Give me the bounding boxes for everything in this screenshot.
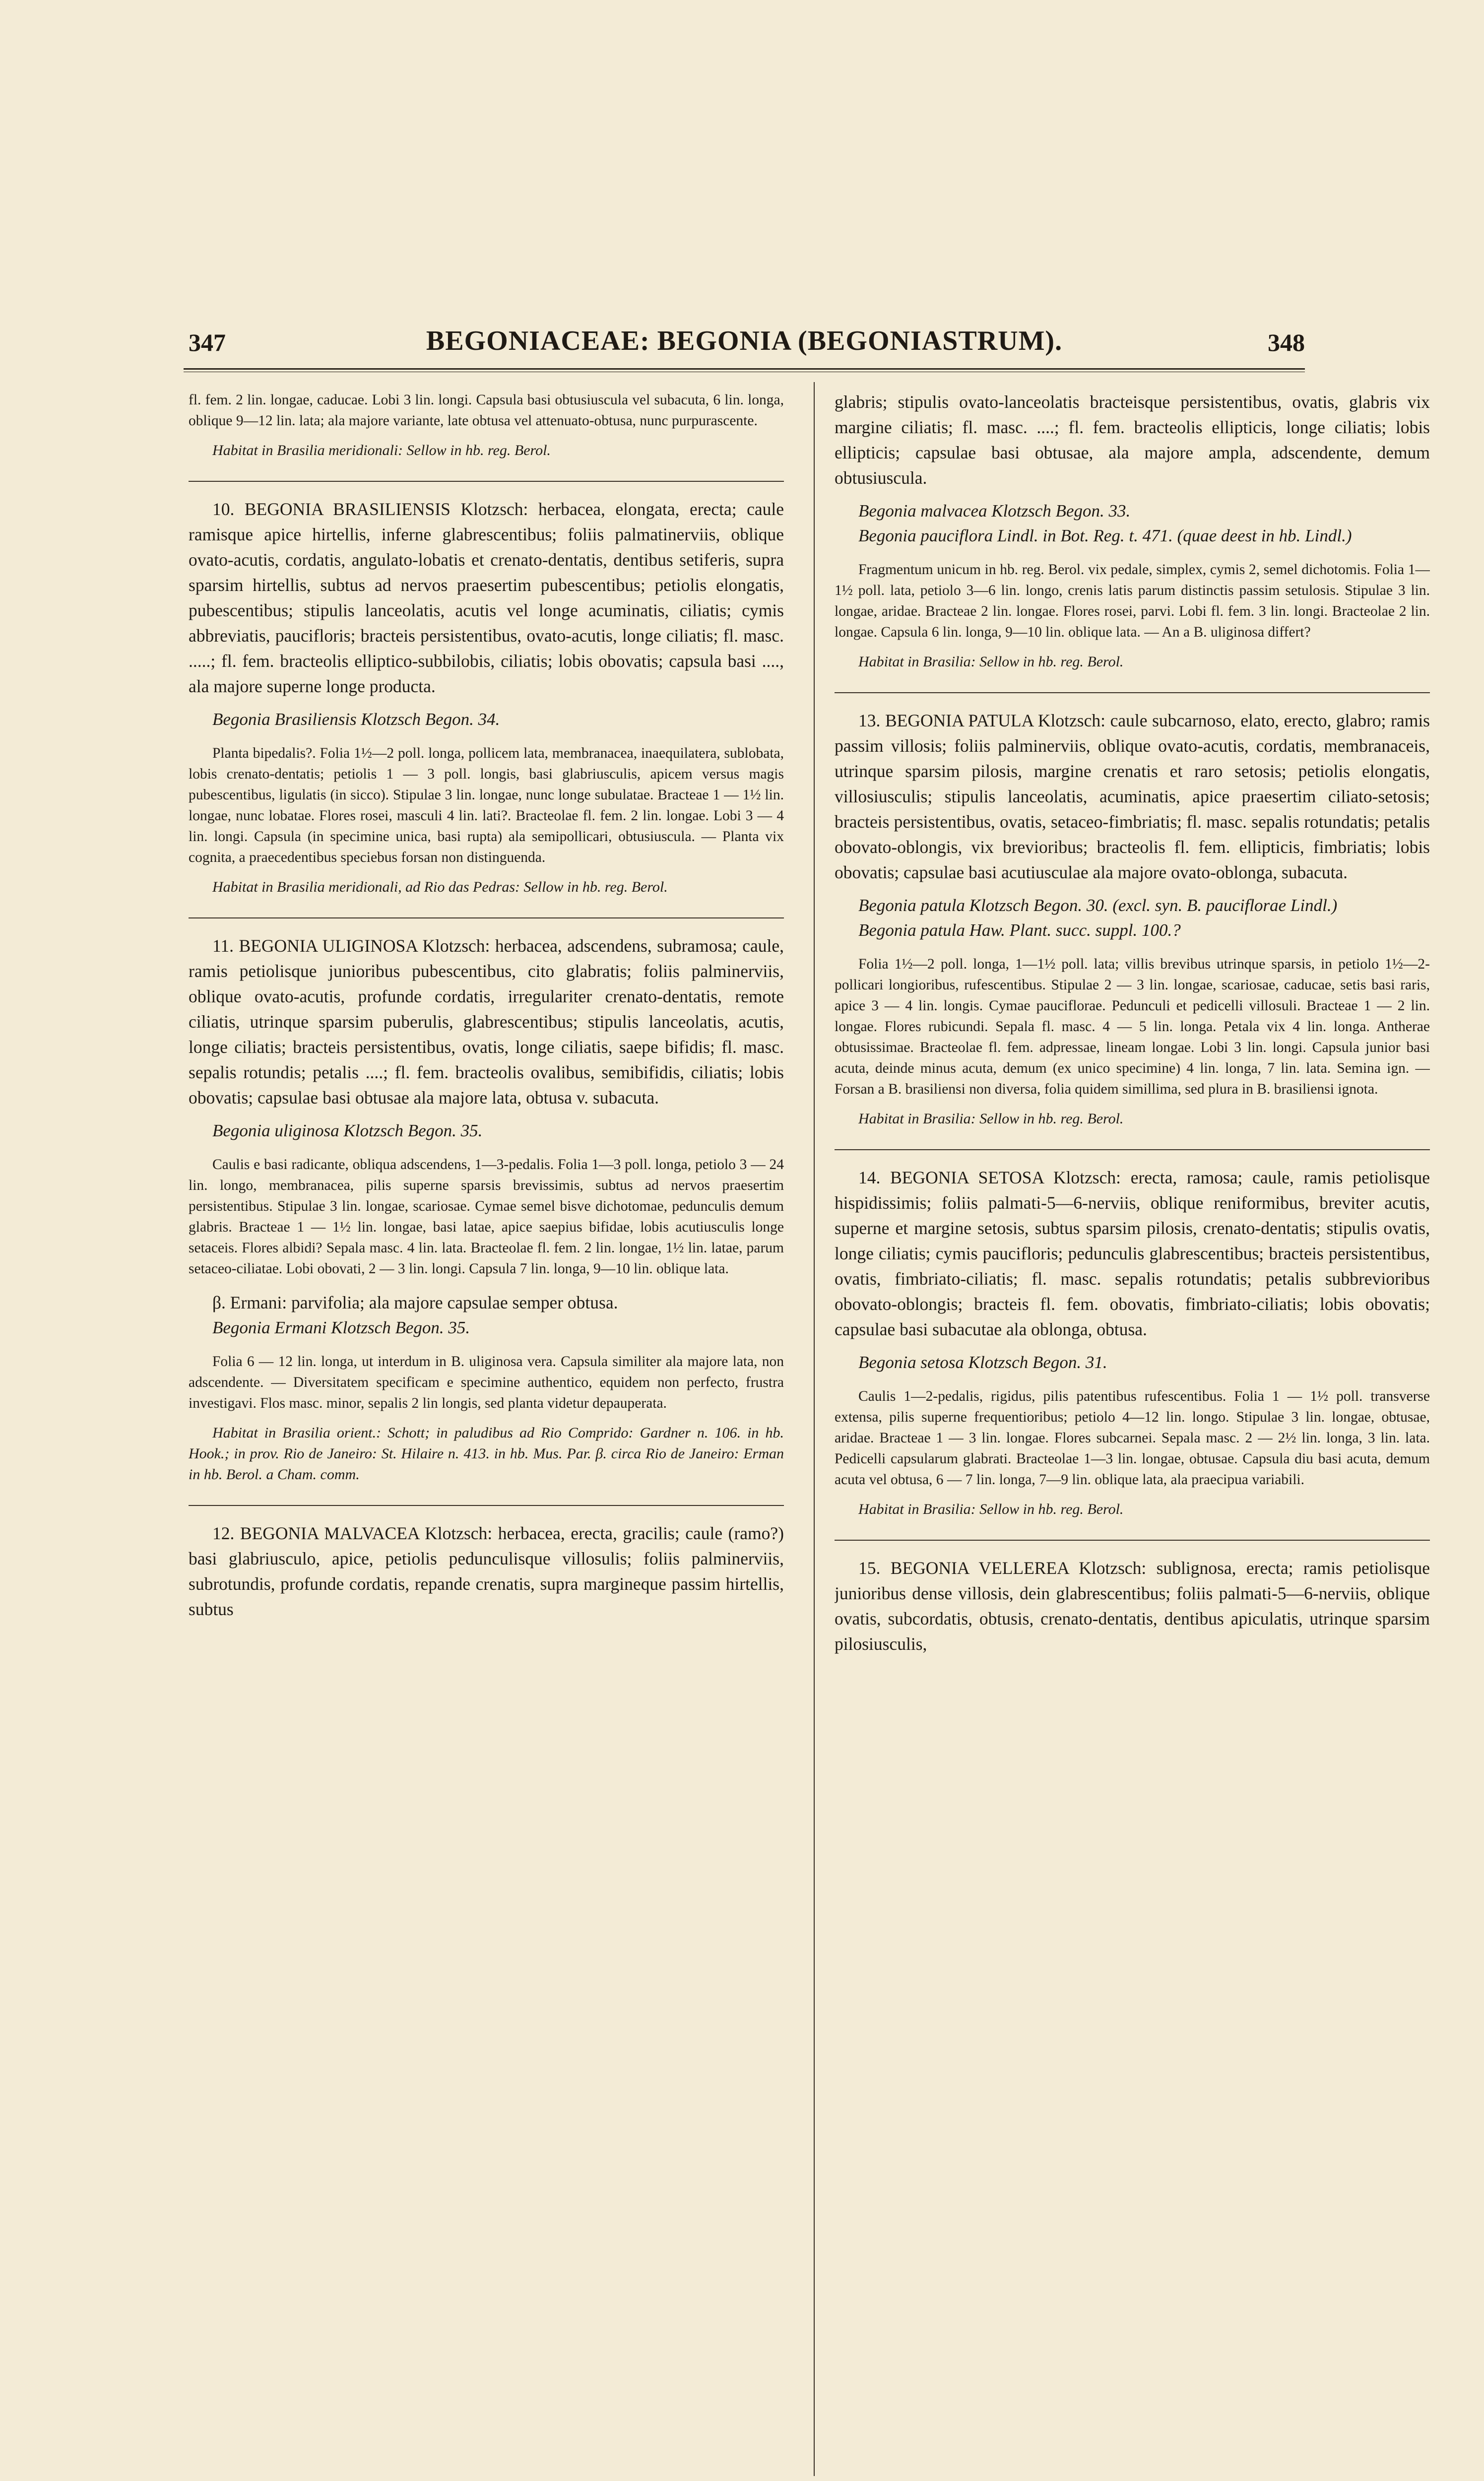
species-12-synonym-1: Begonia malvacea Klotzsch Begon. 33. [858, 501, 1131, 521]
species-11-synonym: Begonia uliginosa Klotzsch Begon. 35. [212, 1121, 483, 1140]
species-10-description: Planta bipedalis?. Folia 1½—2 poll. longa, pollicem lata, membranacea, inaequilatera, sublobata, lobis crenato-dentatis; petiolis 1 — 3 poll. longis, basi glabriusculis, apicem versus magis pubescentibus, ligulatis (in sicco). Stipulae 3 lin. longae, nunc longe subulatae. Bracteae 1 — 1½ lin. longae, nunc lobatae. Flores rosei, masculi 4 lin. lati?. Bracteolae fl. fem. 2 lin. longae. Lobi 3 — 4 lin. longi. Capsula (in specimine unica, basi rupta) ala semipollicari, obtusiuscula. — Planta vix cognita, a praecedentibus speciebus forsan non distinguenda. [189, 745, 784, 865]
species-11-diagnosis: herbacea, adscendens, subramosa; caule, ramis petiolisque junioribus pubescentibus, cito glabratis; foliis palminerviis, oblique ovato-acutis, profunde cordatis, irregulariter crenato-dentatis, remote ciliatis, utrinque sparsim puberulis, glabrescentibus; stipulis lanceolatis, acutis, longe ciliatis; bracteis persistentibus, ovatis, longe ciliatis, saepe bifidis; fl. masc. sepalis rotundis; petalis ....; fl. fem. bracteolis ovalibus, semibifidis, ciliatis; lobis obovatis; capsulae basi obtusae ala majore lata, obtusa v. subacuta. [189, 936, 784, 1108]
species-12-diagnosis-end: glabris; stipulis ovato-lanceolatis bracteisque persistentibus, ovatis, glabris vix margine ciliatis; fl. masc. ....; fl. fem. bracteolis ellipticis, longe ciliatis; lobis ellipticis; capsulae basi obtusae, ala majore ampla, adscendente, demum obtusiuscula. [835, 392, 1430, 488]
species-11-habitat: Habitat in Brasilia orient.: Schott; in paludibus ad Rio Comprido: Gardner n. 106. in hb. Hook.; in prov. Rio de Janeiro: St. Hilaire n. 413. in hb. Mus. Par. β. circa Rio de Janeiro: Erman in hb. Berol. a Cham. comm. [189, 1425, 784, 1483]
species-13-entry [835, 708, 1430, 885]
section-divider [835, 1540, 1430, 1541]
species-14-habitat: Habitat in Brasilia: Sellow in hb. reg. Berol. [858, 1501, 1124, 1517]
species-11-variety-description: Folia 6 — 12 lin. longa, ut interdum in B. uliginosa vera. Capsula similiter ala majore lata, non adscendente. — Diversitatem specificam e specimine authentico, equidem non perfecto, frustra investigavi. Flos masc. minor, sepalis 2 lin longis, sed planta videtur depauperata. [189, 1354, 784, 1411]
running-title: BEGONIACEAE: BEGONIA (BEGONIASTRUM). [426, 326, 1063, 356]
species-13-diagnosis: caule subcarnoso, elato, erecto, glabro; ramis passim villosis; foliis palminerviis, oblique ovato-acutis, cordatis, membranaceis, utrinque sparsim pilosis, margine crenatis et raro setosis; petiolis elongatis, villosiusculis; stipulis lanceolatis, acuminatis, apice praesertim ciliato-setosis; bracteis persistentibus, ovatis, setaceo-fimbriatis; fl. masc. sepalis rotundatis; petalis obovato-oblongis, vix brevioribus; bracteolis fl. fem. ellipticis, fimbriatis; lobis obovatis; capsulae basi acutiusculae ala majore ovato-oblonga, subacuta. [835, 711, 1430, 882]
species-10-habitat: Habitat in Brasilia meridionali, ad Rio das Pedras: Sellow in hb. reg. Berol. [212, 879, 668, 895]
page-header [184, 325, 1305, 365]
species-14-diagnosis: erecta, ramosa; caule, ramis petiolisque hispidissimis; foliis palmati-5—6-nerviis, oblique reniformibus, breviter acutis, superne et margine setosis, subtus sparsim pilosis, crenato-dentatis; stipulis ovatis, longe ciliatis; cymis paucifloris; pedunculis glabrescentibus; bracteis persistentibus, ovatis, fimbriato-ciliatis; fl. masc. sepalis rotundatis; petalis subbrevioribus obovato-oblongis; bracteis fl. fem. obovatis, fimbriato-ciliatis; lobis obovatis; capsulae basi subacutae ala oblonga, obtusa. [835, 1168, 1430, 1339]
species-10-heading: 10. BEGONIA BRASILIENSIS Klotzsch: [212, 499, 528, 519]
species-15-diagnosis-start: sublignosa, erecta; ramis petiolisque junioribus dense villosis, dein glabrescentibus; foliis palmati-5—6-nerviis, oblique ovatis, subcordatis, obtusis, crenato-dentatis, dentibus apiculatis, utrinque sparsim pilosiusculis, [835, 1558, 1430, 1654]
left-column [189, 390, 784, 2481]
species-14-synonym: Begonia setosa Klotzsch Begon. 31. [858, 1353, 1107, 1372]
species-12-diagnosis-start: herbacea, erecta, gracilis; caule (ramo?) basi glabriusculo, apice, petiolis pedunculisque villosulis; foliis palminerviis, subrotundis, profunde cordatis, repande crenatis, supra margineque passim hirtellis, subtus [189, 1523, 784, 1619]
species-13-description: Folia 1½—2 poll. longa, 1—1½ poll. lata; villis brevibus utrinque sparsis, in petiolo 1½—2-pollicari longioribus, rufescentibus. Stipulae 2 — 3 lin. longae, scariosae, caducae, setis basi raris, apice 3 — 4 lin. longis. Cymae pauciflorae. Pedunculi et pedicelli villosuli. Bracteae 1 — 2 lin. longae. Flores rubicundi. Sepala fl. masc. 4 — 5 lin. longa. Petala vix 4 lin. longa. Antherae obtusissimae. Bracteolae fl. fem. adpressae, lineam longae. Lobi 3 lin. longi. Capsula junior basi acuta, deinde minus acuta, demum (ex unico specimine) 4 lin. longa, 7 lin. lata. Semina ign. — Forsan a B. brasiliensi non diversa, folia quidem simillima, sed plura in B. brasiliensi ignota. [835, 956, 1430, 1097]
continuation-description: fl. fem. 2 lin. longae, caducae. Lobi 3 lin. longi. Capsula basi obtusiuscula vel subacuta, 6 lin. longa, oblique 9—12 lin. lata; ala majore variante, late obtusa vel attenuato-obtusa, nunc purpurascente. [189, 392, 784, 429]
species-11-heading: 11. BEGONIA ULIGINOSA Klotzsch: [212, 936, 490, 956]
species-11-description: Caulis e basi radicante, obliqua adscendens, 1—3-pedalis. Folia 1—3 poll. longa, petiolo 3 — 24 lin. longo, membranacea, pilis superne sparsis brevissimis, subtus ad nervos praesertim persistentibus. Stipulae 3 lin. longae, scariosae. Cymae semel bisve dichotomae, pedunculis demum glabris. Bracteae 1 — 1½ lin. longae, basi latae, apice saepius bifidae, lobis acutiusculis longe setaceis. Flores albidi? Sepala masc. 4 lin. lata. Bracteolae fl. fem. 2 lin. longae, 1½ lin. latae, parum setaceo-ciliatae. Lobi obovati, 2 — 3 lin. longi. Capsula 7 lin. longa, 9—10 lin. oblique lata. [189, 1157, 784, 1277]
continuation-habitat: Habitat in Brasilia meridionali: Sellow in hb. reg. Berol. [212, 442, 551, 458]
species-12-description: Fragmentum unicum in hb. reg. Berol. vix pedale, simplex, cymis 2, semel dichotomis. Folia 1—1½ poll. lata, petiolo 3—6 lin. longo, crenis latis parum distinctis passim setulosis. Stipulae 3 lin. longae, aridae. Bracteae 2 lin. longae. Flores rosei, parvi. Lobi fl. fem. 3 lin. longi. Bracteolae 2 lin. longae. Capsula 6 lin. longa, 9—10 lin. oblique lata. — An a B. uliginosa differt? [835, 562, 1430, 640]
species-11-variety-synonym: Begonia Ermani Klotzsch Begon. 35. [212, 1318, 470, 1337]
section-divider [835, 1149, 1430, 1150]
species-11-entry [189, 933, 784, 1110]
species-13-habitat: Habitat in Brasilia: Sellow in hb. reg. Berol. [858, 1110, 1124, 1127]
species-14-entry [835, 1165, 1430, 1342]
species-11-variety: β. Ermani: parvifolia; ala majore capsulae semper obtusa. [212, 1293, 618, 1312]
page-number-left: 347 [189, 328, 226, 356]
section-divider [189, 1505, 784, 1506]
section-divider [189, 917, 784, 918]
species-13-synonym-1: Begonia patula Klotzsch Begon. 30. (excl. syn. B. pauciflorae Lindl.) [858, 896, 1338, 915]
species-14-heading: 14. BEGONIA SETOSA Klotzsch: [858, 1168, 1121, 1187]
species-10-entry [189, 497, 784, 699]
species-10-synonym: Begonia Brasiliensis Klotzsch Begon. 34. [212, 710, 500, 729]
section-divider [835, 692, 1430, 693]
species-15-entry [835, 1556, 1430, 1657]
species-12-habitat: Habitat in Brasilia: Sellow in hb. reg. Berol. [858, 653, 1124, 670]
header-rule [184, 368, 1305, 370]
species-12-entry [189, 1521, 784, 1622]
species-14-description: Caulis 1—2-pedalis, rigidus, pilis patentibus rufescentibus. Folia 1 — 1½ poll. transverse extensa, pilis superne frequentioribus; petiolo 4—12 lin. longo. Stipulae 3 lin. longae, obtusae, aridae. Bracteae 1 — 3 lin. longae. Flores subcarnei. Sepala masc. 2 — 2½ lin. longa, 3 lin. lata. Pedicelli capsularum glabrati. Bracteolae 1—3 lin. longae, obtusae. Capsula diu basi acuta, demum acuta vel obtusa, 6 — 7 lin. longa, 7—9 lin. oblique lata, ala praecipua variabili. [835, 1388, 1430, 1488]
species-13-heading: 13. BEGONIA PATULA Klotzsch: [858, 711, 1105, 730]
species-15-heading: 15. BEGONIA VELLEREA Klotzsch: [858, 1558, 1147, 1578]
right-column [835, 390, 1430, 2481]
section-divider [189, 481, 784, 482]
page-number-right: 348 [1268, 328, 1305, 356]
species-12-heading: 12. BEGONIA MALVACEA Klotzsch: [212, 1523, 493, 1543]
species-13-synonym-2: Begonia patula Haw. Plant. succ. suppl. 100.? [858, 920, 1181, 940]
species-12-synonym-2: Begonia pauciflora Lindl. in Bot. Reg. t. 471. (quae deest in hb. Lindl.) [858, 526, 1352, 545]
column-divider [814, 382, 815, 2476]
species-10-diagnosis: herbacea, elongata, erecta; caule ramisque apice hirtellis, inferne glabrescentibus; foliis palmatinerviis, oblique ovato-acutis, cordatis, angulato-lobatis et crenato-dentatis, dentibus setiferis, supra sparsim hirtellis, subtus ad nervos praesertim pubescentibus; petiolis elongatis, pubescentibus; stipulis lanceolatis, acutis vel longe acuminatis, ciliatis; cymis abbreviatis, paucifloris; bracteis persistentibus, ovato-acutis, longe ciliatis; fl. masc. .....; fl. fem. bracteolis elliptico-subbilobis, ciliatis; lobis obovatis; capsula basi ...., ala majore superne longe producta. [189, 499, 784, 696]
